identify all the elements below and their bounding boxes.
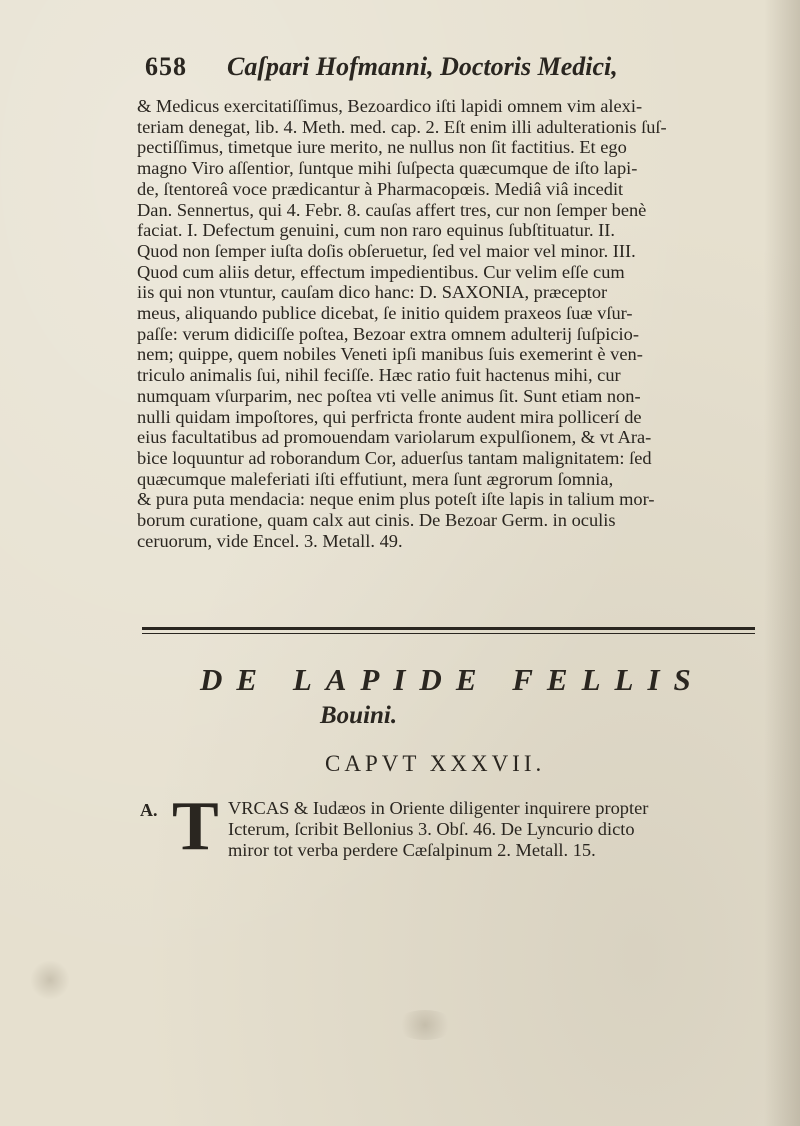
text-line: Quod non ſemper iuſta doſis obſeruetur, ſed vel maior vel minor. III. [137,240,636,261]
text-line: nem; quippe, quem nobiles Veneti ipſi manibus ſuis exemerint è ven- [137,344,643,365]
text-line: Icterum, ſcribit Bellonius 3. Obſ. 46. De Lyncurio dicto [228,819,635,839]
section-divider-thin [142,633,755,634]
text-line: teriam denegat, lib. 4. Meth. med. cap. 2. Eſt enim illi adulterationis ſuſ- [137,116,667,137]
text-line: magno Viro aſſentior, ſuntque mihi ſuſpecta quæcumque de iſto lapi- [137,158,638,179]
text-line: eius facultatibus ad promouendam variolarum expulſionem, & vt Ara- [137,427,652,448]
paper-stain [30,960,70,1000]
page-number: 658 [145,52,187,81]
text-line: paſſe: verum didiciſſe poſtea, Bezoar extra omnem adulterij ſuſpicio- [137,323,639,344]
text-line: Quod cum aliis detur, effectum impedientibus. Cur velim eſſe cum [137,261,625,282]
text-line: iis qui non vtuntur, cauſam dico hanc: D. SAXONIA, præceptor [137,282,608,303]
chapter-heading: CAPVT XXXVII. [325,751,546,776]
text-line: & Medicus exercitatiſſimus, Bezoardico iſti lapidi omnem vim alexi- [137,96,643,116]
text-line: ceruorum, vide Encel. 3. Metall. 49. [137,530,403,551]
page-header [145,52,705,92]
text-line: Dan. Sennertus, qui 4. Febr. 8. cauſas affert tres, cur non ſemper benè [137,199,647,220]
text-line: & pura puta mendacia: neque enim plus poteſt iſte lapis in talium mor- [137,489,655,510]
paragraph-marker: A. [140,800,158,820]
text-line: faciat. I. Defectum genuini, cum non raro equinus ſubſtituatur. II. [137,220,616,241]
paper-stain [395,1010,455,1040]
section-subtitle: Bouini. [320,702,398,729]
running-head: Caſpari Hofmanni, Doctoris Medici, [227,52,618,81]
text-line: miror tot verba perdere Cæſalpinum 2. Metall. 15. [228,840,596,860]
body-text [137,96,697,551]
text-line: VRCAS & Iudæos in Oriente diligenter inquirere propter [228,798,649,818]
text-line: pectiſſimus, timetque iure merito, ne nullus non ſit factitius. Et ego [137,137,627,158]
text-line: de, ſtentoreâ voce prædicantur à Pharmacopœis. Mediâ viâ incedit [137,178,624,199]
text-line: nulli quidam impoſtores, qui perfricta fronte audent mira pollicerí de [137,406,642,427]
chapter-paragraph [140,788,700,878]
text-line: borum curatione, quam calx aut cinis. De Bezoar Germ. in oculis [137,510,616,531]
section-divider-thick [142,627,755,630]
chapter-lines [228,798,800,861]
text-line: triculo animalis ſui, nihil feciſſe. Hæc ratio fuit hactenus mihi, cur [137,365,621,386]
text-line: numquam vſurparim, nec poſtea vti velle animus ſit. Sunt etiam non- [137,385,641,406]
section-title: DE LAPIDE FELLIS [200,662,705,697]
page-edge-shadow [764,0,800,1126]
text-line: quæcumque maleferiati iſti effutiunt, mera ſunt ægrorum ſomnia, [137,468,614,489]
drop-cap: T [172,788,219,865]
text-line: meus, aliquando publice dicebat, ſe initio quidem praxeos ſuæ vſur- [137,303,633,324]
text-line: bice loquuntur ad roborandum Cor, aduerſus tantam malignitatem: ſed [137,447,652,468]
